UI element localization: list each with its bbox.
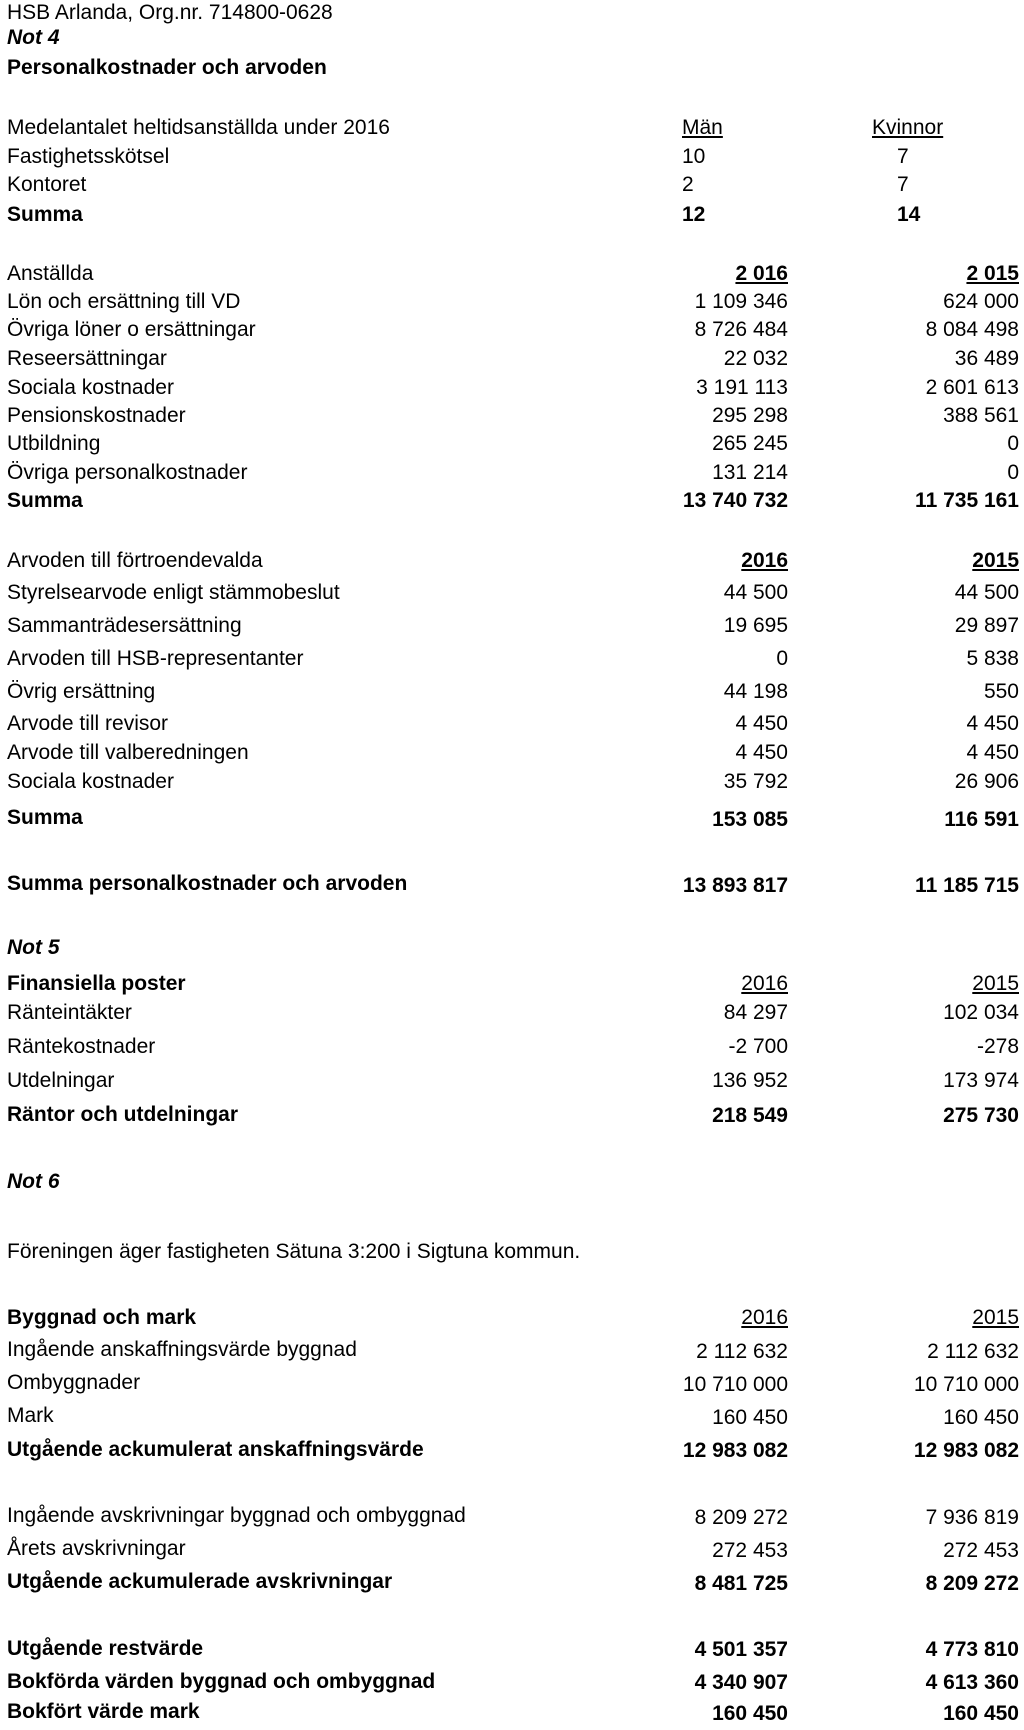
- total-2016: 4 501 357: [694, 1638, 788, 1661]
- total-2015: 12 983 082: [913, 1439, 1019, 1462]
- col-header-2016: 2016: [741, 1306, 788, 1329]
- row-value-2016: 44 500: [723, 581, 788, 604]
- row-value-2016: 3 191 113: [696, 376, 788, 399]
- row-value-2015: 173 974: [943, 1069, 1019, 1092]
- total-label: Utgående restvärde: [7, 1637, 204, 1660]
- row-label: Styrelsearvode enligt stämmobeslut: [7, 581, 340, 604]
- row-label: Utbildning: [7, 432, 101, 455]
- property-intro: Föreningen äger fastigheten Sätuna 3:200 i Sigtuna kommun.: [7, 1240, 581, 1263]
- row-value-2016: 4 450: [735, 741, 788, 764]
- total-2016: 218 549: [712, 1104, 788, 1127]
- col-header-men: Män: [682, 116, 723, 139]
- total-label: Summa: [7, 203, 83, 226]
- financial-heading: Finansiella poster: [7, 972, 186, 995]
- row-value-2016: 272 453: [712, 1539, 788, 1562]
- row-value-2015: 8 084 498: [925, 318, 1019, 341]
- row-label: Ränteintäkter: [7, 1001, 132, 1024]
- row-value-2016: 1 109 346: [694, 290, 788, 313]
- row-value-2015: 29 897: [954, 614, 1019, 637]
- row-label: Arvode till revisor: [7, 712, 169, 735]
- grand-total-2016: 13 893 817: [682, 874, 788, 897]
- total-label: Summa: [7, 806, 83, 829]
- row-value-2016: 19 695: [723, 614, 788, 637]
- total-2015: 275 730: [943, 1104, 1019, 1127]
- row-value-2016: 131 214: [712, 461, 788, 484]
- total-label: Bokfört värde mark: [7, 1700, 200, 1723]
- total-2016: 153 085: [712, 808, 788, 831]
- row-value-2016: 84 297: [723, 1001, 788, 1024]
- row-value-2016: 8 726 484: [694, 318, 788, 341]
- row-label: Räntekostnader: [7, 1035, 156, 1058]
- row-value-2015: 4 450: [966, 712, 1019, 735]
- col-header-women: Kvinnor: [872, 116, 944, 139]
- row-value-2016: 8 209 272: [694, 1506, 788, 1529]
- row-value-2016: 10 710 000: [682, 1373, 788, 1396]
- row-value-2016: 136 952: [712, 1069, 788, 1092]
- row-label: Reseersättningar: [7, 347, 167, 370]
- row-value-2015: 2 112 632: [927, 1340, 1019, 1363]
- employees-heading: Medelantalet heltidsanställda under 2016: [7, 116, 390, 139]
- row-value-2015: 2 601 613: [925, 376, 1019, 399]
- col-header-2016: 2 016: [735, 262, 788, 285]
- grand-total-2015: 11 185 715: [915, 874, 1019, 897]
- col-header-2016: 2016: [741, 972, 788, 995]
- total-women: 14: [897, 203, 921, 226]
- note-6-tag: Not 6: [7, 1170, 60, 1193]
- row-value-2015: 160 450: [943, 1406, 1019, 1429]
- row-label: Övriga löner o ersättningar: [7, 318, 256, 341]
- total-label: Bokförda värden byggnad och ombyggnad: [7, 1670, 436, 1693]
- row-value-2016: 4 450: [735, 712, 788, 735]
- row-label: Arvode till valberedningen: [7, 741, 249, 764]
- row-value-2015: 26 906: [954, 770, 1019, 793]
- row-value-men: 10: [682, 145, 706, 168]
- row-label: Sociala kostnader: [7, 376, 174, 399]
- row-label: Lön och ersättning till VD: [7, 290, 241, 313]
- row-value-2015: -278: [976, 1035, 1019, 1058]
- total-label: Utgående ackumulerat anskaffningsvärde: [7, 1438, 424, 1461]
- total-2015: 4 773 810: [925, 1638, 1019, 1661]
- row-value-2015: 388 561: [943, 404, 1019, 427]
- total-2015: 11 735 161: [915, 489, 1019, 512]
- row-label: Årets avskrivningar: [7, 1537, 186, 1560]
- row-label: Pensionskostnader: [7, 404, 186, 427]
- total-men: 12: [682, 203, 706, 226]
- row-value-2015: 5 838: [966, 647, 1019, 670]
- row-value-2015: 0: [1007, 432, 1019, 455]
- total-2016: 160 450: [712, 1702, 788, 1725]
- row-value-2016: 2 112 632: [696, 1340, 788, 1363]
- row-label: Ingående anskaffningsvärde byggnad: [7, 1338, 357, 1361]
- row-value-2016: 35 792: [723, 770, 788, 793]
- row-value-2016: -2 700: [728, 1035, 788, 1058]
- row-value-2015: 44 500: [954, 581, 1019, 604]
- total-2016: 13 740 732: [682, 489, 788, 512]
- row-label: Övrig ersättning: [7, 680, 156, 703]
- row-label: Sociala kostnader: [7, 770, 174, 793]
- row-label: Ombyggnader: [7, 1371, 141, 1394]
- fees-heading: Arvoden till förtroendevalda: [7, 549, 263, 572]
- total-2015: 116 591: [944, 808, 1019, 831]
- total-2015: 8 209 272: [925, 1572, 1019, 1595]
- row-value-2015: 102 034: [943, 1001, 1019, 1024]
- col-header-2015: 2015: [972, 1306, 1019, 1329]
- note-5-tag: Not 5: [7, 936, 60, 959]
- row-value-2016: 44 198: [723, 680, 788, 703]
- col-header-2015: 2 015: [966, 262, 1019, 285]
- row-value-2016: 160 450: [712, 1406, 788, 1429]
- row-value-2015: 7 936 819: [925, 1506, 1019, 1529]
- row-value-2016: 265 245: [712, 432, 788, 455]
- row-label: Övriga personalkostnader: [7, 461, 248, 484]
- row-value-2016: 22 032: [723, 347, 788, 370]
- org-header: HSB Arlanda, Org.nr. 714800-0628: [7, 1, 333, 24]
- total-2016: 12 983 082: [682, 1439, 788, 1462]
- staff-heading: Anställda: [7, 262, 94, 285]
- row-value-2016: 295 298: [712, 404, 788, 427]
- building-heading: Byggnad och mark: [7, 1306, 197, 1329]
- row-value-2015: 10 710 000: [913, 1373, 1019, 1396]
- row-value-men: 2: [682, 173, 694, 196]
- total-label: Räntor och utdelningar: [7, 1103, 238, 1126]
- total-2016: 8 481 725: [694, 1572, 788, 1595]
- note-4-tag: Not 4: [7, 26, 60, 49]
- row-value-2015: 0: [1007, 461, 1019, 484]
- total-label: Utgående ackumulerade avskrivningar: [7, 1570, 393, 1593]
- col-header-2015: 2015: [972, 972, 1019, 995]
- total-label: Summa: [7, 489, 83, 512]
- row-value-2015: 272 453: [943, 1539, 1019, 1562]
- row-value-2016: 0: [776, 647, 788, 670]
- row-value-2015: 550: [983, 680, 1019, 703]
- row-label: Fastighetsskötsel: [7, 145, 170, 168]
- total-2015: 160 450: [943, 1702, 1019, 1725]
- row-value-2015: 4 450: [966, 741, 1019, 764]
- col-header-2015: 2015: [972, 549, 1019, 572]
- total-2015: 4 613 360: [925, 1671, 1019, 1694]
- col-header-2016: 2016: [741, 549, 788, 572]
- row-label: Sammanträdesersättning: [7, 614, 242, 637]
- grand-total-label: Summa personalkostnader och arvoden: [7, 872, 408, 895]
- row-label: Kontoret: [7, 173, 87, 196]
- row-label: Mark: [7, 1404, 54, 1427]
- row-value-women: 7: [897, 145, 909, 168]
- row-label: Utdelningar: [7, 1069, 115, 1092]
- row-value-2015: 624 000: [943, 290, 1019, 313]
- row-label: Ingående avskrivningar byggnad och ombyggnad: [7, 1504, 466, 1527]
- row-value-2015: 36 489: [954, 347, 1019, 370]
- row-value-women: 7: [897, 173, 909, 196]
- total-2016: 4 340 907: [694, 1671, 788, 1694]
- row-label: Arvoden till HSB-representanter: [7, 647, 304, 670]
- note-4-title: Personalkostnader och arvoden: [7, 56, 327, 79]
